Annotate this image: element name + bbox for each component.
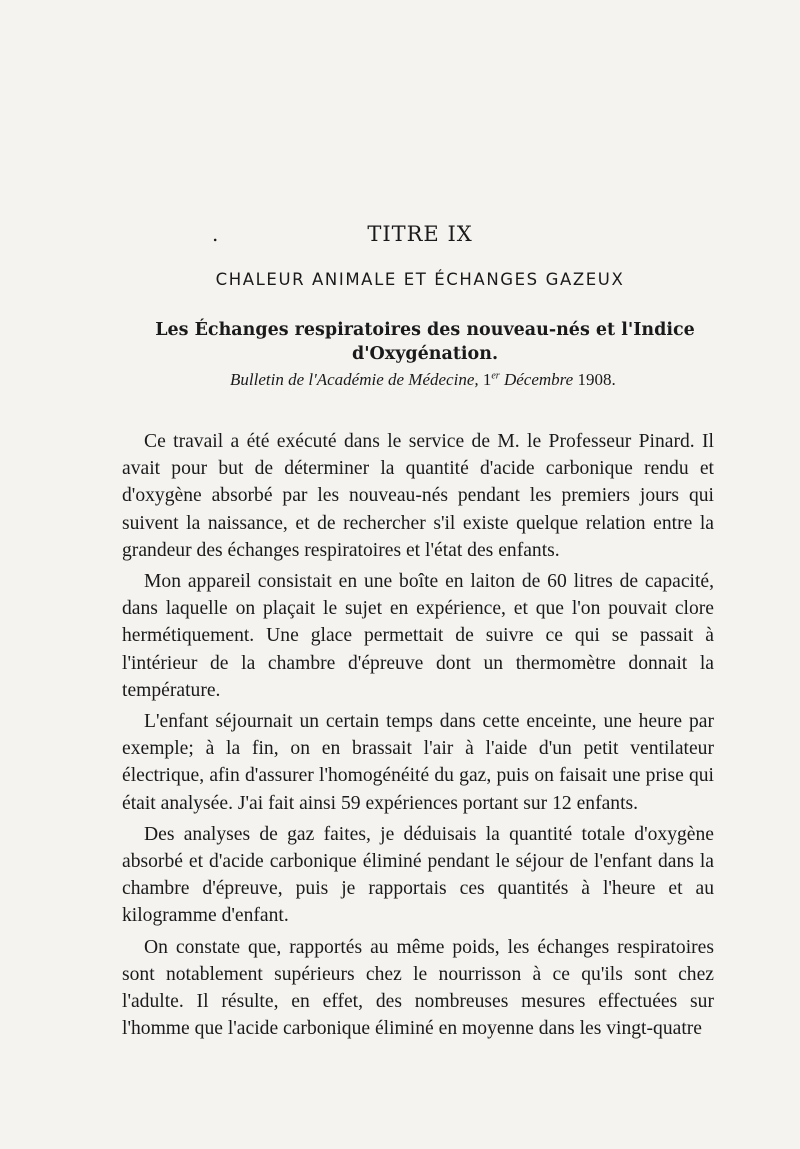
citation-year: 1908.: [577, 370, 616, 389]
paragraph: Des analyses de gaz faites, je déduisais la quantité totale d'oxygène absorbé et d'acide carbonique éliminé pendant le séjour de l'enfant dans la chambre d'épreuve, puis je rapportais ces quantités à l'heure et au kilogramme d'enfant.: [122, 823, 714, 927]
citation-month: Décembre: [499, 370, 578, 389]
chapter-title: TITRE IX: [367, 222, 473, 246]
article-title: [130, 318, 720, 366]
paragraph: On constate que, rapportés au même poids, les échanges respiratoires sont notablement supérieurs chez le nourrisson à ce qu'ils sont chez l'adulte. Il résulte, en effet, des nombreuses mesures effectuées sur l'homme que l'acide carbonique éliminé en moyenne dans les vingt-quatre: [122, 936, 714, 1040]
citation-day: 1: [482, 370, 492, 389]
citation-day-suffix: er: [491, 370, 500, 382]
article-title-line-2: d'Oxygénation.: [351, 344, 499, 364]
citation: [0, 370, 800, 390]
article-title-line-1: Les Échanges respiratoires des nouveau-nés et l'Indice: [155, 320, 695, 340]
paragraph: Ce travail a été exécuté dans le service de M. le Professeur Pinard. Il avait pour but de déterminer la quantité d'acide carbonique rendu et d'oxygène absorbé par les nouveau-nés pendant les premiers jours qui suivent la naissance, et de rechercher s'il existe quelque relation entre la grandeur des échanges respiratoires et l'état des enfants.: [122, 431, 714, 561]
citation-journal: Bulletin de l'Académie de Médecine,: [230, 370, 483, 389]
stray-dot: .: [212, 222, 219, 246]
section-heading: CHALEUR ANIMALE ET ÉCHANGES GAZEUX: [215, 270, 625, 289]
paragraph: L'enfant séjournait un certain temps dans cette enceinte, une heure par exemple; à la fin, on en brassait l'air à l'aide d'un petit ventilateur électrique, afin d'assurer l'homogénéité du gaz, puis on faisait une prise qui était analysée. J'ai fait ainsi 59 expériences portant sur 12 enfants.: [122, 711, 714, 814]
body-text: [122, 428, 714, 1046]
paragraph: Mon appareil consistait en une boîte en laiton de 60 litres de capacité, dans laquelle on plaçait le sujet en expérience, et que l'on pouvait clore hermétiquement. Une glace permettait de suivre ce qui se passait à l'intérieur de la chambre d'épreuve dont un thermomètre donnait la température.: [122, 571, 714, 701]
